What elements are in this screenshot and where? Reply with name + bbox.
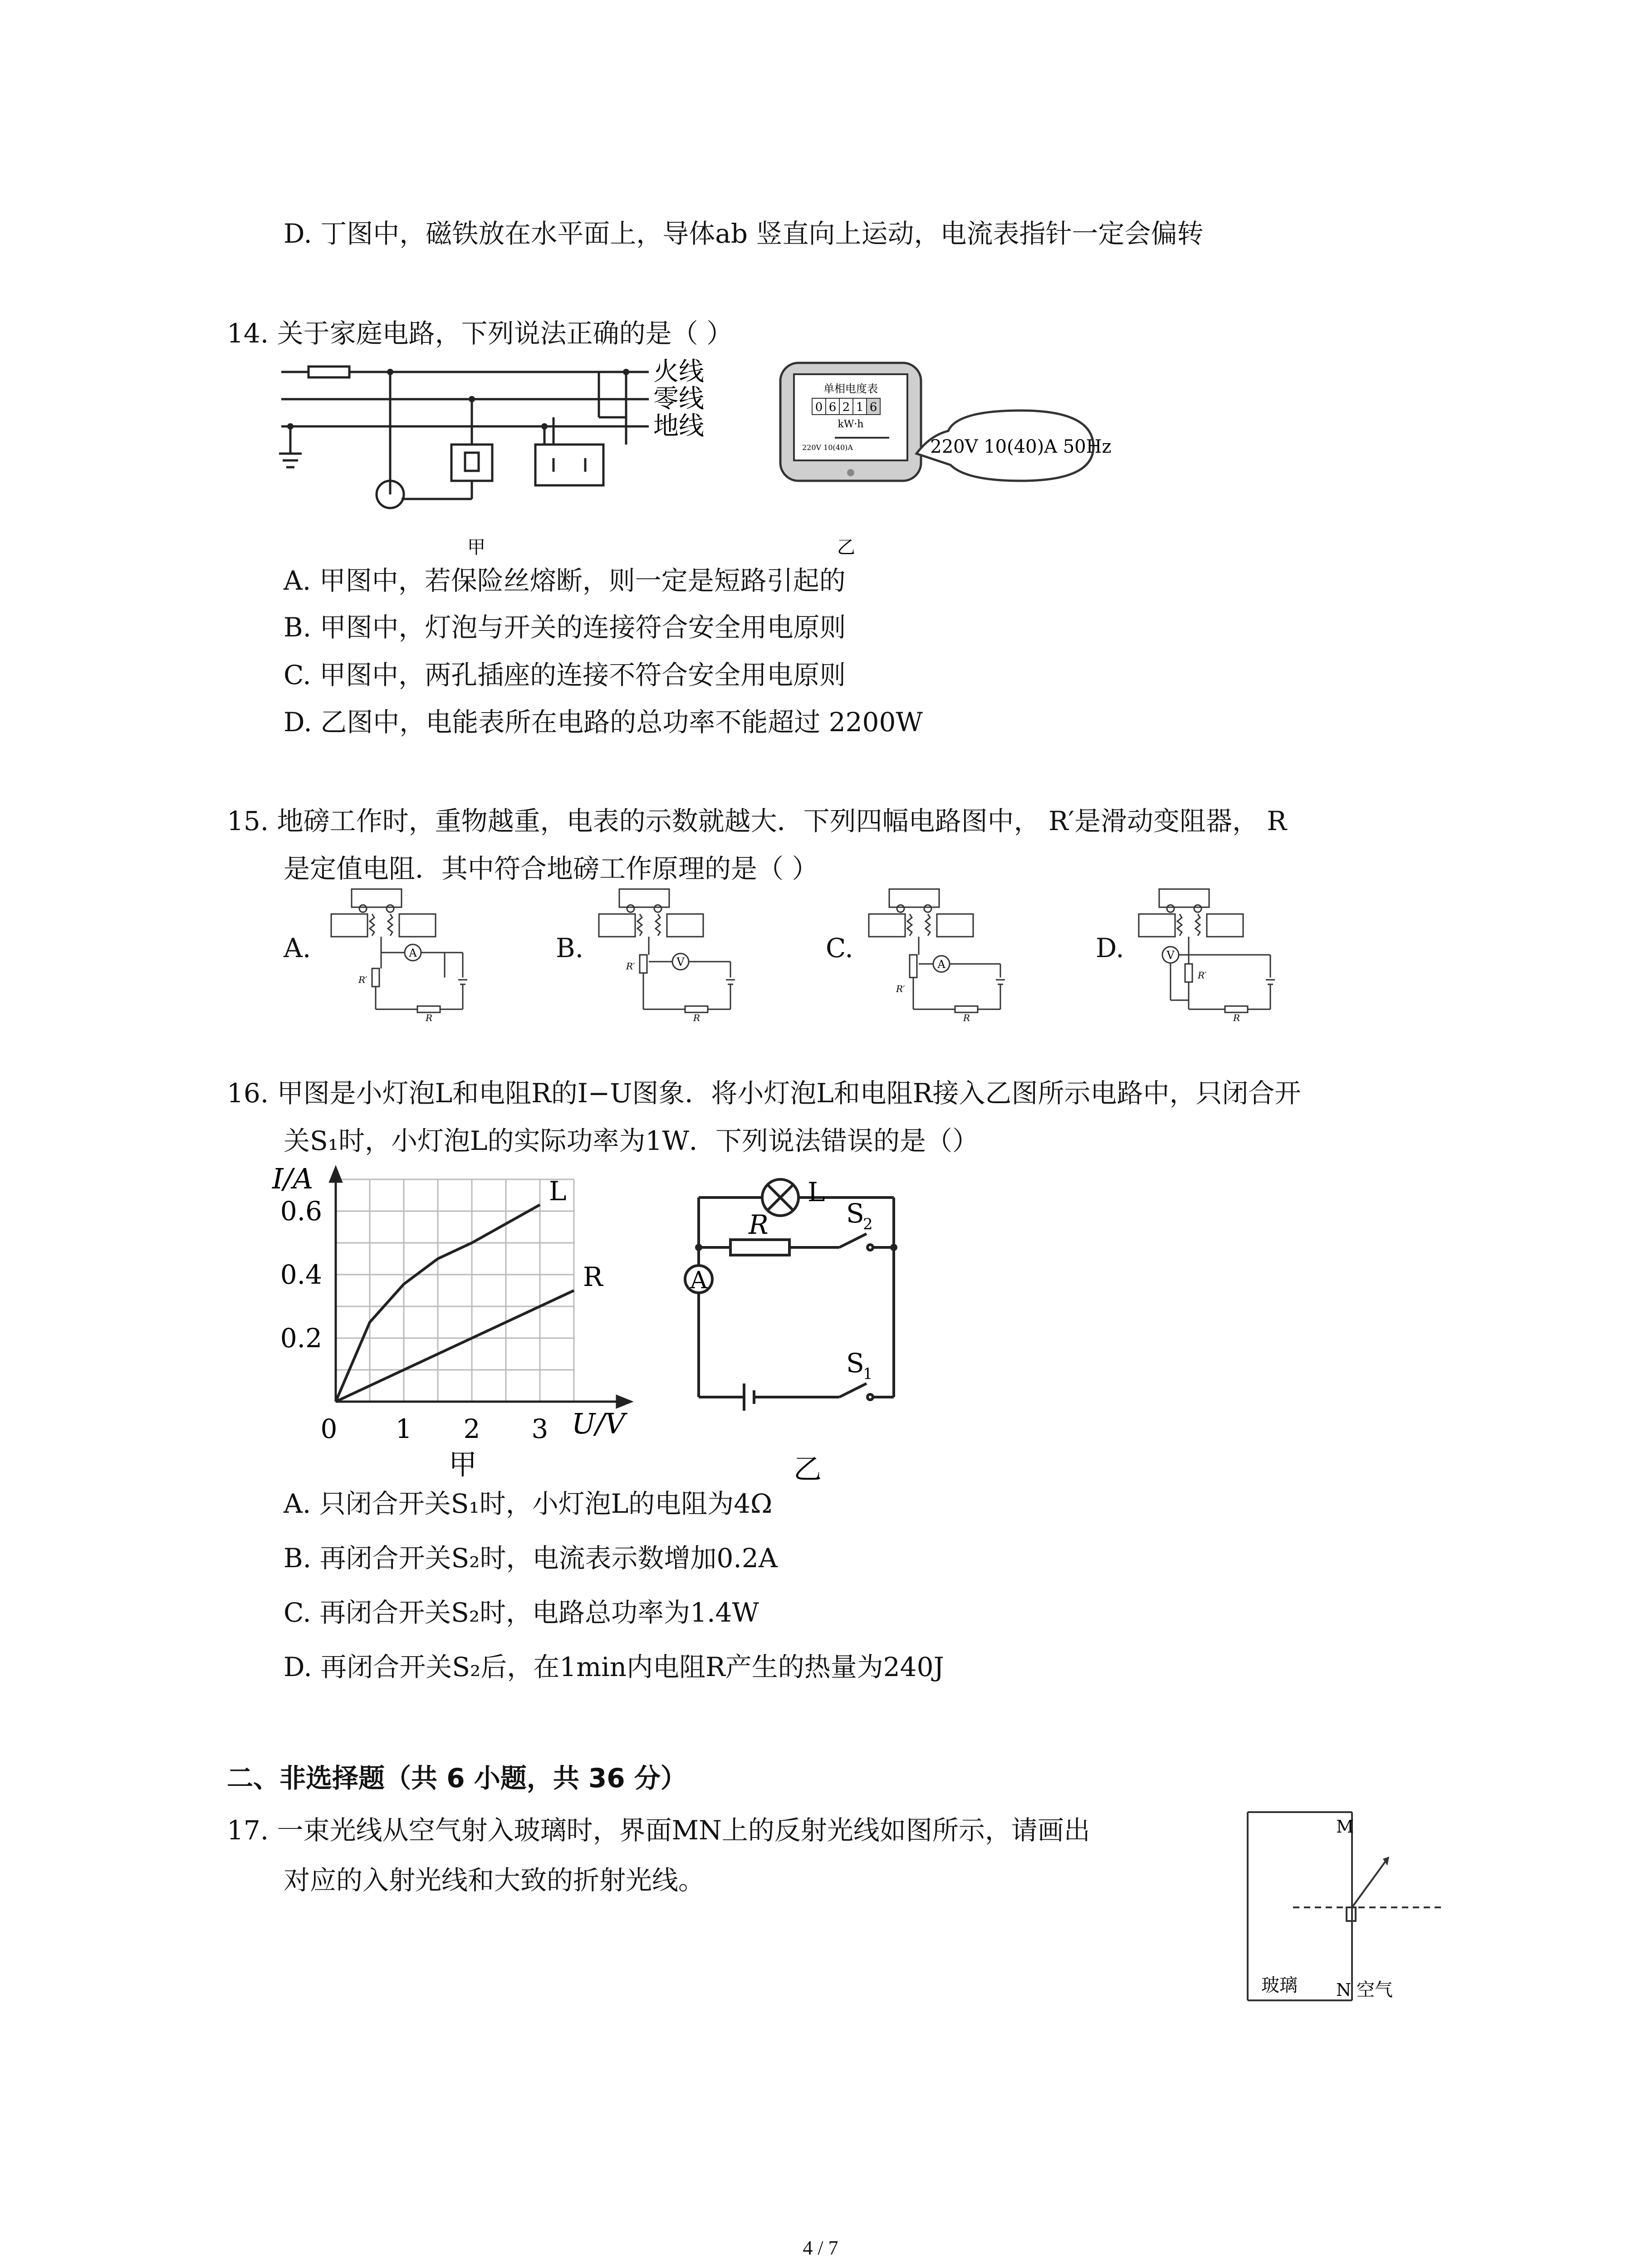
series-label-R: R xyxy=(583,1261,603,1292)
q16-iu-chart xyxy=(254,1161,662,1497)
meter-c-symbol: A xyxy=(937,958,945,971)
xtick-label: 2 xyxy=(463,1413,480,1444)
q15-circuit-d xyxy=(1134,887,1307,1023)
page-number: 4 / 7 xyxy=(803,2237,838,2259)
label-rprime-b: R′ xyxy=(626,961,635,972)
q17-label-glass: 玻璃 xyxy=(1261,1975,1298,1996)
circuit-sub-s2: 2 xyxy=(863,1215,873,1233)
label-r-d: R xyxy=(1233,1012,1240,1023)
label-rprime-d: R′ xyxy=(1198,970,1207,981)
xtick-label: 3 xyxy=(531,1413,549,1444)
meter-rating: 220V 10(40)A xyxy=(802,443,853,452)
q15-stem-line2: 是定值电阻．其中符合地磅工作原理的是（ ） xyxy=(284,853,818,884)
q15-circuit-b xyxy=(594,887,767,1023)
label-r-a: R xyxy=(426,1012,433,1023)
label-zero-line: 零线 xyxy=(653,384,704,414)
series-line-R xyxy=(336,1290,574,1402)
meter-digit-1: 0 xyxy=(815,401,823,414)
q16-option-b: B. 再闭合开关S₂时，电流表示数增加0.2A xyxy=(284,1543,778,1574)
q15-option-b-letter: B. xyxy=(556,933,584,963)
q16-stem-line2: 关S₁时，小灯泡L的实际功率为1W．下列说法错误的是（） xyxy=(284,1125,979,1156)
meter-a-symbol: A xyxy=(409,947,417,959)
q14-option-b: B. 甲图中，灯泡与开关的连接符合安全用电原则 xyxy=(284,612,846,643)
q17-stem-line2: 对应的入射光线和大致的折射光线。 xyxy=(284,1865,705,1896)
q14-figure-yi xyxy=(767,349,1130,567)
caption-yi: 乙 xyxy=(837,537,855,558)
circuit-caption-yi: 乙 xyxy=(793,1452,822,1483)
q15-stem-line1: 15. 地磅工作时，重物越重，电表的示数就越大．下列四幅电路图中， R′是滑动变阻器， R xyxy=(227,806,1287,836)
meter-digits xyxy=(812,398,880,415)
circuit-label-s1: S xyxy=(846,1348,864,1378)
caption-jia: 甲 xyxy=(467,537,485,558)
circuit-sub-s1: 1 xyxy=(863,1365,873,1383)
meter-b-symbol: V xyxy=(676,956,685,968)
q15-circuit-c xyxy=(864,887,1037,1023)
meter-d-symbol: V xyxy=(1166,949,1175,962)
label-rprime-a: R′ xyxy=(358,974,367,985)
meter-digit-2: 6 xyxy=(828,401,837,414)
label-r-c: R xyxy=(963,1012,970,1023)
q17-figure xyxy=(1243,1808,1456,2007)
q16-option-a: A. 只闭合开关S₁时，小灯泡L的电阻为4Ω xyxy=(284,1488,773,1519)
q17-stem-line1: 17. 一束光线从空气射入玻璃时，界面MN上的反射光线如图所示，请画出 xyxy=(227,1815,1090,1846)
meter-digit-4: 1 xyxy=(856,401,864,414)
xtick-label: 0 xyxy=(320,1413,338,1444)
q17-label-air: 空气 xyxy=(1357,1980,1393,2000)
label-fire-line: 火线 xyxy=(653,357,704,386)
xtick-label: 1 xyxy=(395,1413,412,1444)
chart-xlabel: U/V xyxy=(572,1407,625,1440)
label-rprime-c: R′ xyxy=(896,983,905,994)
section-heading: 二、非选择题（共 6 小题，共 36 分） xyxy=(227,1763,687,1794)
chart-caption-jia: 甲 xyxy=(448,1448,477,1481)
circuit-label-l: L xyxy=(808,1177,825,1207)
q17-label-m: M xyxy=(1336,1817,1354,1837)
circuit-ammeter: A xyxy=(690,1267,707,1294)
chart-ylabel: I/A xyxy=(272,1162,314,1195)
label-r-b: R xyxy=(693,1012,700,1023)
q13-option-d: D. 丁图中，磁铁放在水平面上，导体ab 竖直向上运动，电流表指针一定会偏转 xyxy=(284,218,1204,249)
meter-digit-3: 2 xyxy=(842,401,850,414)
q15-circuit-a xyxy=(327,887,499,1023)
ytick-label: 0.4 xyxy=(280,1259,322,1290)
q15-option-c-letter: C. xyxy=(826,933,853,963)
q14-stem: 14. 关于家庭电路，下列说法正确的是（ ） xyxy=(227,318,733,349)
meter-bubble: 220V 10(40)A 50Hz xyxy=(930,436,1112,457)
q14-option-c: C. 甲图中，两孔插座的连接不符合安全用电原则 xyxy=(284,660,846,690)
q16-stem-line1: 16. 甲图是小灯泡L和电阻R的I−U图象．将小灯泡L和电阻R接入乙图所示电路中，只闭合开 xyxy=(227,1078,1301,1109)
meter-digit-5: 6 xyxy=(869,401,877,414)
meter-unit: kW·h xyxy=(838,419,864,430)
q17-label-n: N xyxy=(1336,1980,1352,2000)
ytick-label: 0.2 xyxy=(280,1323,322,1354)
q16-option-c: C. 再闭合开关S₂时，电路总功率为1.4W xyxy=(284,1597,759,1628)
q15-option-a-letter: A. xyxy=(284,933,311,963)
series-label-L: L xyxy=(549,1176,567,1207)
ytick-label: 0.6 xyxy=(280,1196,322,1227)
meter-title: 单相电度表 xyxy=(823,382,878,395)
circuit-label-s2: S xyxy=(846,1198,864,1229)
label-ground-line: 地线 xyxy=(653,411,704,441)
circuit-label-r: R xyxy=(749,1209,769,1240)
q14-figure-jia xyxy=(272,349,726,567)
q15-option-d-letter: D. xyxy=(1096,933,1124,963)
q14-option-a: A. 甲图中，若保险丝熔断，则一定是短路引起的 xyxy=(284,565,846,596)
q16-circuit-yi xyxy=(676,1166,957,1483)
q16-option-d: D. 再闭合开关S₂后，在1min内电阻R产生的热量为240J xyxy=(284,1652,944,1682)
q14-option-d: D. 乙图中，电能表所在电路的总功率不能超过 2200W xyxy=(284,707,923,738)
